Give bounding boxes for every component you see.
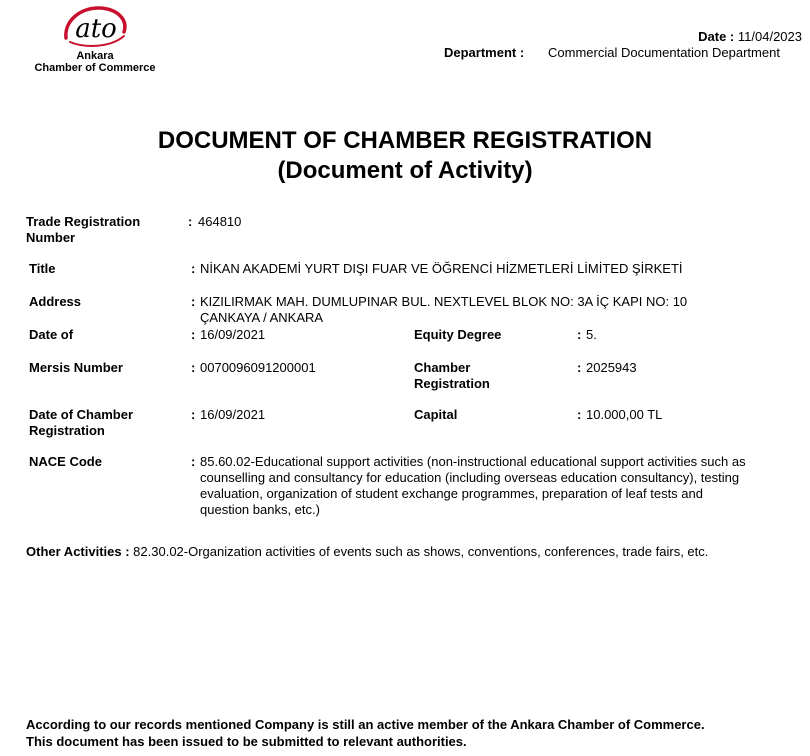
colon: :: [191, 454, 196, 469]
title-label: Title: [29, 261, 56, 276]
nace-code-label: NACE Code: [29, 454, 102, 469]
document-subtitle: (Document of Activity): [277, 157, 533, 184]
other-activities: [26, 544, 708, 560]
colon: :: [191, 294, 196, 309]
logo-text: ato: [75, 14, 117, 44]
mersis-label: Mersis Number: [29, 360, 123, 375]
department-value: Commercial Documentation Department: [548, 45, 780, 60]
date-label: Date :: [698, 29, 735, 44]
capital-value: 10.000,00 TL: [586, 407, 663, 422]
colon: :: [191, 407, 196, 422]
ato-logo: [30, 4, 160, 76]
colon: :: [577, 360, 582, 375]
equity-degree-label: Equity Degree: [414, 327, 502, 342]
address-label: Address: [29, 294, 82, 309]
colon: :: [191, 327, 196, 342]
title-value: NİKAN AKADEMİ YURT DIŞI FUAR VE ÖĞRENCİ HİZMETLERİ LİMİTED ŞİRKETİ: [200, 261, 683, 276]
trade-registration-label: Trade Registration Number: [26, 214, 141, 245]
chamber-registration-value: 2025943: [586, 360, 637, 375]
nace-code-value: 85.60.02-Educational support activities (non-instructional educational support activities such as counselling and consultancy for education (including overseas education consultancy), testing evaluation, organization of student exchange programmes, preparation of leaf tests and question banks, etc.): [200, 454, 746, 517]
date-value: 11/04/2023: [737, 29, 802, 44]
logo-caption: [30, 50, 160, 74]
other-activities-value: 82.30.02-Organization activities of events such as shows, conventions, conferences, trade fairs, etc.: [133, 544, 709, 559]
mersis-value: 0070096091200001: [200, 360, 316, 375]
department-label: Department :: [444, 45, 525, 60]
trade-registration-value: 464810: [198, 214, 242, 229]
colon: :: [577, 407, 582, 422]
date-line: [698, 29, 802, 44]
colon: :: [188, 214, 193, 229]
logo-caption-line1: Ankara: [76, 50, 114, 62]
chamber-registration-label: Chamber Registration: [414, 360, 490, 391]
date-of-chamber-registration-label: Date of Chamber Registration: [29, 407, 134, 438]
document-title: DOCUMENT OF CHAMBER REGISTRATION: [157, 127, 653, 154]
date-of-chamber-registration-value: 16/09/2021: [200, 407, 266, 422]
date-of-value: 16/09/2021: [200, 327, 266, 342]
address-value: KIZILIRMAK MAH. DUMLUPINAR BUL. NEXTLEVEL BLOK NO: 3A İÇ KAPI NO: 10 ÇANKAYA / ANKARA: [200, 294, 688, 325]
ato-logo-icon: [60, 4, 132, 50]
footer-statement-line2: This document has been issued to be submitted to relevant authorities.: [26, 734, 467, 749]
logo-caption-line2: Chamber of Commerce: [34, 62, 156, 74]
colon: :: [191, 360, 196, 375]
footer-statement-line1: According to our records mentioned Company is still an active member of the Ankara Chamber of Commerce.: [26, 717, 705, 732]
equity-degree-value: 5.: [586, 327, 597, 342]
colon: :: [191, 261, 196, 276]
capital-label: Capital: [414, 407, 458, 422]
colon: :: [577, 327, 582, 342]
other-activities-label: Other Activities :: [26, 544, 130, 559]
date-of-label: Date of: [29, 327, 74, 342]
